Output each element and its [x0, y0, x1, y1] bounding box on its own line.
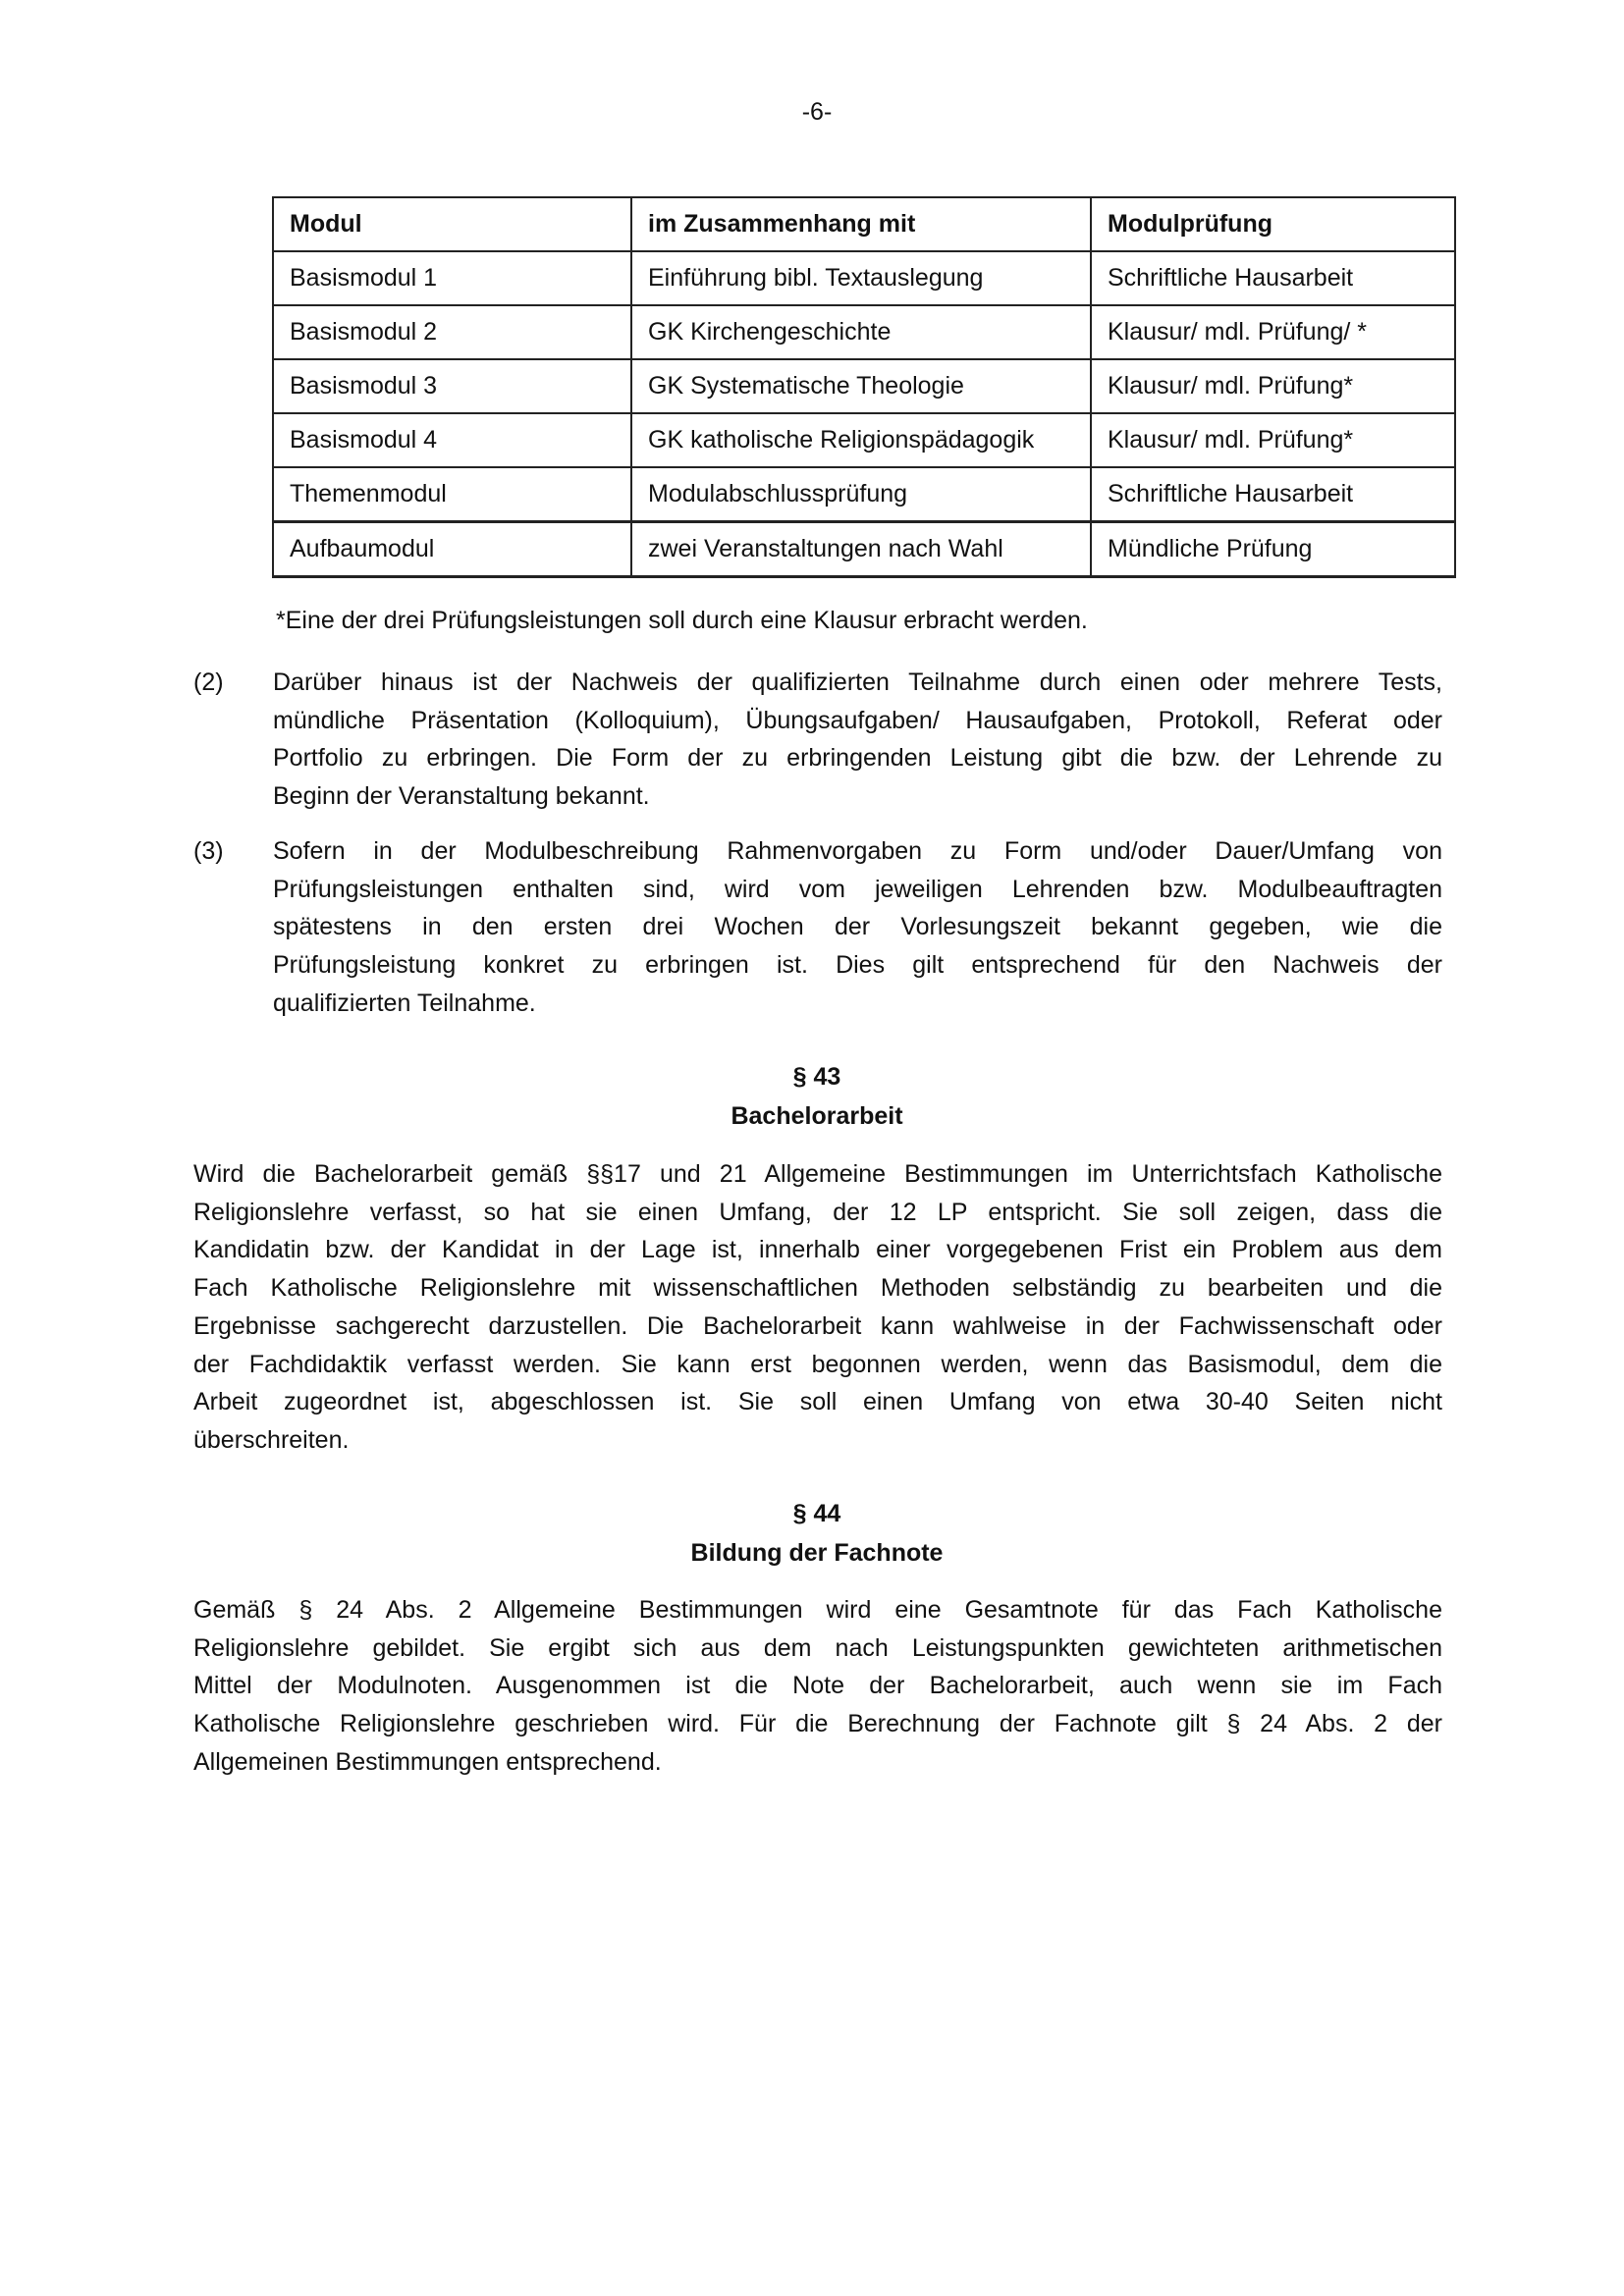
cell-pruefung: Klausur/ mdl. Prüfung*	[1091, 413, 1455, 467]
text-line: mündliche Präsentation (Kolloquium), Übungsaufgaben/ Hausaufgaben, Protokoll, Referat oder	[273, 706, 1442, 734]
cell-zusammenhang: GK Systematische Theologie	[631, 359, 1091, 413]
cell-modul: Basismodul 3	[273, 359, 631, 413]
header-zusammenhang: im Zusammenhang mit	[631, 197, 1091, 251]
section-44-title: Bildung der Fachnote	[690, 1539, 944, 1567]
header-modulpruefung: Modulprüfung	[1091, 197, 1455, 251]
text-line: Religionslehre gebildet. Sie ergibt sich aus dem nach Leistungspunkten gewichteten arithmetischen	[193, 1633, 1442, 1662]
cell-modul: Aufbaumodul	[273, 522, 631, 577]
module-table	[272, 196, 1456, 578]
cell-pruefung: Mündliche Prüfung	[1091, 522, 1455, 577]
section-44-text	[193, 1591, 1442, 1782]
text-line: Prüfungsleistung konkret zu erbringen ist. Dies gilt entsprechend für den Nachweis der	[273, 951, 1442, 980]
table-header-row	[273, 197, 1455, 251]
table-row	[273, 413, 1455, 467]
cell-pruefung: Klausur/ mdl. Prüfung*	[1091, 359, 1455, 413]
text-line: Gemäß § 24 Abs. 2 Allgemeine Bestimmungen wird eine Gesamtnote für das Fach Katholische	[193, 1596, 1442, 1624]
cell-modul: Basismodul 4	[273, 413, 631, 467]
text-line: der Fachdidaktik verfasst werden. Sie kann erst begonnen werden, wenn das Basismodul, dem die	[193, 1350, 1442, 1378]
text-line: Prüfungsleistungen enthalten sind, wird vom jeweiligen Lehrenden bzw. Modulbeauftragten	[273, 875, 1442, 903]
text-line: Religionslehre verfasst, so hat sie einen Umfang, der 12 LP entspricht. Sie soll zeigen, dass die	[193, 1198, 1442, 1226]
text-line: Allgemeinen Bestimmungen entsprechend.	[193, 1747, 662, 1776]
header-modul: Modul	[273, 197, 631, 251]
table-footnote: *Eine der drei Prüfungsleistungen soll durch eine Klausur erbracht werden.	[276, 607, 1088, 634]
cell-zusammenhang: GK katholische Religionspädagogik	[631, 413, 1091, 467]
section-43-text	[193, 1155, 1442, 1460]
table-row	[273, 359, 1455, 413]
page-number: -6-	[801, 98, 833, 126]
paragraph-3	[273, 832, 1442, 1023]
text-line: überschreiten.	[193, 1425, 350, 1454]
cell-pruefung: Schriftliche Hausarbeit	[1091, 467, 1455, 522]
text-line: Mittel der Modulnoten. Ausgenommen ist die Note der Bachelorarbeit, auch wenn sie im Fach	[193, 1672, 1442, 1700]
cell-modul: Basismodul 1	[273, 251, 631, 305]
table-row	[273, 467, 1455, 522]
text-line: Arbeit zugeordnet ist, abgeschlossen ist. Sie soll einen Umfang von etwa 30-40 Seiten nicht	[193, 1388, 1442, 1416]
text-line: Wird die Bachelorarbeit gemäß §§17 und 21 Allgemeine Bestimmungen im Unterrichtsfach Katholische	[193, 1160, 1442, 1188]
cell-zusammenhang: GK Kirchengeschichte	[631, 305, 1091, 359]
cell-modul: Basismodul 2	[273, 305, 631, 359]
cell-zusammenhang: Einführung bibl. Textauslegung	[631, 251, 1091, 305]
text-line: spätestens in den ersten drei Wochen der Vorlesungszeit bekannt gegeben, wie die	[273, 913, 1442, 941]
text-line: qualifizierten Teilnahme.	[273, 988, 536, 1017]
section-43-number: § 43	[792, 1063, 841, 1091]
cell-zusammenhang: Modulabschlussprüfung	[631, 467, 1091, 522]
cell-modul: Themenmodul	[273, 467, 631, 522]
text-line: Beginn der Veranstaltung bekannt.	[273, 782, 650, 811]
text-line: Darüber hinaus ist der Nachweis der qualifizierten Teilnahme durch einen oder mehrere Tests,	[273, 668, 1442, 696]
section-43-title: Bachelorarbeit	[731, 1102, 903, 1130]
table-row	[273, 251, 1455, 305]
cell-pruefung: Schriftliche Hausarbeit	[1091, 251, 1455, 305]
text-line: Portfolio zu erbringen. Die Form der zu erbringenden Leistung gibt die bzw. der Lehrende zu	[273, 744, 1442, 773]
text-line: Katholische Religionslehre geschrieben wird. Für die Berechnung der Fachnote gilt § 24 Abs. 2 der	[193, 1710, 1442, 1738]
paragraph-2	[273, 664, 1442, 816]
table-row	[273, 522, 1455, 577]
section-44-number: § 44	[792, 1500, 841, 1527]
cell-zusammenhang: zwei Veranstaltungen nach Wahl	[631, 522, 1091, 577]
text-line: Fach Katholische Religionslehre mit wissenschaftlichen Methoden selbständig zu bearbeiten und die	[193, 1274, 1442, 1303]
paragraph-number-3: (3)	[193, 837, 224, 865]
text-line: Ergebnisse sachgerecht darzustellen. Die Bachelorarbeit kann wahlweise in der Fachwissenschaft oder	[193, 1311, 1442, 1340]
text-line: Kandidatin bzw. der Kandidat in der Lage ist, innerhalb einer vorgegebenen Frist ein Problem aus dem	[193, 1236, 1442, 1264]
cell-pruefung: Klausur/ mdl. Prüfung/ *	[1091, 305, 1455, 359]
table-row	[273, 305, 1455, 359]
text-line: Sofern in der Modulbeschreibung Rahmenvorgaben zu Form und/oder Dauer/Umfang von	[273, 837, 1442, 865]
paragraph-number-2: (2)	[193, 668, 224, 696]
